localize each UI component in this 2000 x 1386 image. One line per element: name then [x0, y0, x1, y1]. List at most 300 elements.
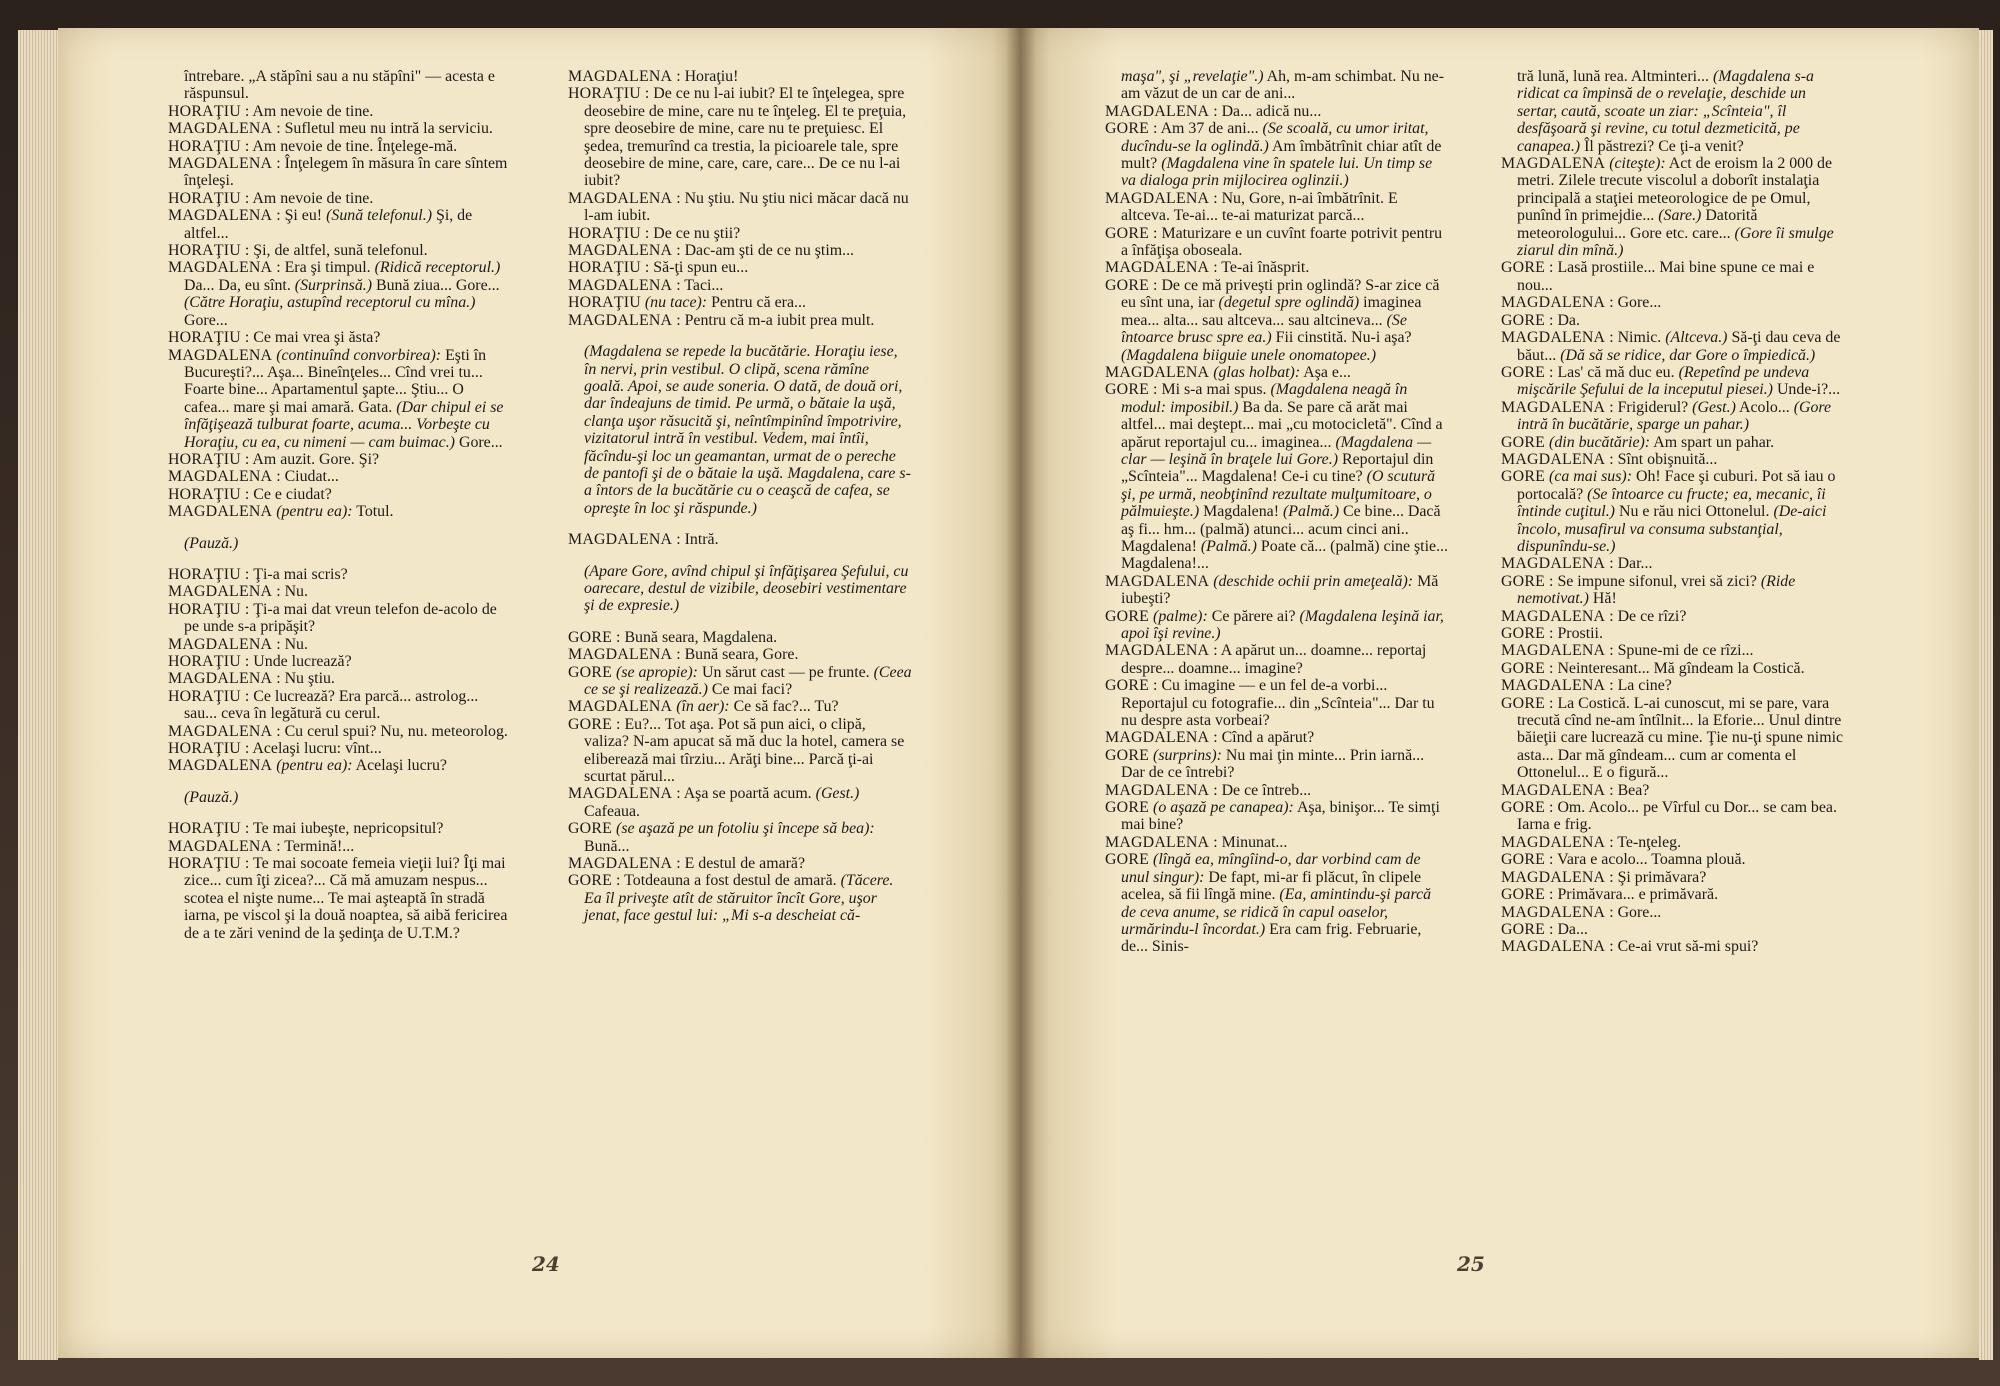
dialogue-line: HORAŢIU : Să-ţi spun eu...	[568, 259, 749, 277]
spoken-text: Nu, Gore, n-ai îmbătrînit. E altceva. Te-ai... te-ai maturizat parcă...	[1121, 189, 1398, 225]
dialogue-line: HORAŢIU : Ce mai vrea şi ăsta?	[168, 329, 381, 347]
direction-text: (Magdalena s-a ridicat ca împinsă de o revelaţie, deschide un sertar, caută, scoate un ziar: „Scînteia", îl desfăşoară şi revine, cu totul dezmeticită, pe canapea.)	[1517, 68, 1814, 155]
speaker-name: MAGDALENA	[1501, 677, 1606, 695]
speaker-name: MAGDALENA	[168, 468, 273, 486]
dialogue-line	[168, 503, 513, 520]
dialogue-line: HORAŢIU : Ţi-a mai scris?	[168, 565, 348, 583]
spoken-text: Nu mai ţin minte... Prin iarnă... Dar de ce întrebi?	[1121, 746, 1425, 782]
speaker-name: MAGDALENA	[1105, 642, 1210, 660]
speaker-name: GORE	[1501, 799, 1546, 817]
speaker-name: MAGDALENA	[168, 722, 273, 740]
speaker-name: GORE	[1501, 659, 1546, 677]
dialogue-line: MAGDALENA : La cine?	[1501, 677, 1672, 695]
spoken-text: Magdalena!	[1203, 503, 1279, 521]
dialogue-line	[168, 757, 513, 774]
dialogue-line: HORAŢIU : Te mai socoate femeia vieţii lui? Îţi mai zice... cum îţi zicea?... Că mă amuzam nespus... scotea el nişte nume... Te mai aşteaptă în stradă iarna, pe viscol şi la două noaptea, să aibă fericirea de a te zări venind de la şedinţa de U.T.M.?	[168, 855, 508, 942]
speaker-name: GORE	[1501, 572, 1546, 590]
speaker-name: MAGDALENA	[1105, 189, 1210, 207]
direction-text: (din bucătărie):	[1549, 433, 1651, 451]
spoken-text: Pentru că era...	[711, 294, 806, 312]
dialogue-line: MAGDALENA : Gore...	[1501, 903, 1662, 921]
dialogue-line	[1105, 573, 1450, 608]
direction-text: maşa", şi „revelaţie".)	[1121, 68, 1264, 85]
direction-text: (se aşază pe un fotoliu şi începe să bea):	[616, 820, 875, 838]
speaker-name: HORAŢIU	[168, 137, 241, 155]
spoken-text: Ce mai vrea şi ăsta?	[253, 329, 381, 347]
speaker-name: MAGDALENA	[1501, 868, 1606, 886]
speaker-name: MAGDALENA	[1501, 398, 1606, 416]
spoken-text: întrebare. „A stăpîni sau a nu stăpîni" — acesta e răspunsul.	[184, 68, 495, 103]
direction-text: (Altceva.)	[1665, 329, 1728, 347]
spoken-text: Aşa, binişor... Te simţi mai bine?	[1121, 799, 1440, 834]
dialogue-line: MAGDALENA : Nimic. (Altceva.) Să-ţi dau ceva de băut... (Dă să se ridice, dar Gore o împiedică.)	[1501, 329, 1841, 364]
spoken-text: Primăvara... e primăvară.	[1557, 886, 1719, 904]
speaker-name: MAGDALENA	[568, 311, 673, 329]
dialogue-line: HORAŢIU : Acelaşi lucru: vînt...	[168, 740, 382, 758]
dialogue-line: MAGDALENA : Spune-mi de ce rîzi...	[1501, 642, 1754, 660]
dialogue-line	[1105, 608, 1450, 643]
direction-text: (Palmă.)	[1282, 503, 1340, 521]
spoken-text: tră lună, lună rea. Altminteri...	[1517, 68, 1709, 85]
speaker-name: HORAŢIU	[168, 600, 241, 618]
spoken-text: Poate că... (palmă) cine ştie... Magdalena!...	[1121, 537, 1448, 573]
direction-text: (De-aici încolo, musafirul va consuma substanţial, dispunîndu-se.)	[1517, 503, 1827, 555]
spoken-text: Am nevoie de tine.	[252, 189, 374, 207]
spoken-text: Maturizare e un cuvînt foarte potrivit pentru a înfăţişa oboseala.	[1121, 224, 1443, 260]
spoken-text: Dar...	[1617, 555, 1653, 573]
spoken-text: Cu cerul spui? Nu, nu. meteorolog.	[284, 722, 508, 740]
dialogue-line: MAGDALENA : Taci...	[568, 276, 724, 294]
dialogue-line: HORAŢIU : Te mai iubeşte, nepricopsitul?	[168, 820, 444, 838]
speaker-name: GORE	[1105, 799, 1150, 817]
dialogue-line	[1105, 747, 1450, 782]
dialogue-line: HORAŢIU : Am nevoie de tine.	[168, 102, 374, 120]
spoken-text: Vara e acolo... Toamna plouă.	[1557, 851, 1746, 869]
dialogue-line: MAGDALENA : Da... adică nu...	[1105, 102, 1322, 120]
direction-text: (Gore intră în bucătărie, sparge un pahar.)	[1517, 398, 1832, 434]
speaker-name: GORE	[1105, 851, 1150, 869]
dialogue-line: GORE : Totdeauna a fost destul de amară. (Tăcere. Ea îl priveşte atît de stăruitor încît Gore, uşor jenat, face gestul lui: „Mi s-a descheiat că-	[568, 872, 894, 925]
spoken-text: Bună seara, Magdalena.	[624, 628, 778, 646]
spoken-text: Totul.	[356, 503, 394, 521]
dialogue-line: GORE : Bună seara, Magdalena.	[568, 628, 778, 646]
speaker-name: MAGDALENA	[568, 646, 673, 664]
page-edges-right	[1979, 30, 1993, 1360]
dialogue-line: GORE : Vara e acolo... Toamna plouă.	[1501, 851, 1746, 869]
direction-text: (Sună telefonul.)	[326, 207, 432, 225]
dialogue-line: HORAŢIU : Am nevoie de tine. Înţelege-mă.	[168, 137, 458, 155]
dialogue-line: MAGDALENA : Sufletul meu nu intră la serviciu.	[168, 120, 493, 138]
direction-text: (Ride nemotivat.)	[1517, 572, 1796, 608]
spoken-text: Sufletul meu nu intră la serviciu.	[284, 120, 493, 138]
direction-text: (lîngă ea, mîngîind-o, dar vorbind cam de unul singur):	[1121, 851, 1421, 886]
dialogue-line: MAGDALENA : Cu cerul spui? Nu, nu. meteorolog.	[168, 722, 508, 740]
spoken-text: Era şi timpul.	[284, 259, 371, 277]
direction-text: (degetul spre oglindă)	[1218, 294, 1360, 312]
speaker-name: MAGDALENA	[168, 346, 273, 364]
spoken-text: De fapt, mi-ar fi plăcut, în clipele acelea, să fii lîngă mine.	[1121, 868, 1422, 904]
direction-text: (Magdalena biiguie unele onomatopee.)	[1121, 346, 1377, 364]
spoken-text: Totdeauna a fost destul de amară.	[624, 872, 837, 890]
dialogue-line: GORE : Eu?... Tot aşa. Pot să pun aici, o clipă, valiza? N-am apucat să mă duc la hotel, camera se eliberează mai tîrziu... Arăţi bine... Parcă ţi-ai scurtat părul...	[568, 715, 905, 786]
direction-text: (Către Horaţiu, astupînd receptorul cu mîna.)	[184, 294, 476, 312]
dialogue-line	[1501, 434, 1846, 451]
spoken-text: Se impune sifonul, vrei să zici?	[1557, 572, 1757, 590]
spoken-text: A apărut un... doamne... reportaj despre... doamne... imagine?	[1121, 642, 1427, 677]
speaker-name: MAGDALENA	[168, 635, 273, 653]
spoken-text: Te mai iubeşte, nepricopsitul?	[253, 820, 444, 838]
dialogue-line: GORE : Mi s-a mai spus. (Magdalena neagă în modul: imposibil.) Ba da. Se pare că arăt mai altfel... mai deştept... mai „cu motocicletă". Cînd a apărut reportajul cu... imaginea... (Magdalena — clar — leşină în braţele lui Gore.) Reportajul din „Scînteia"... Magdalena! Ce-i cu tine? (O scutură şi, pe urmă, neobţinînd rezultate mulţumitoare, o pălmuieşte.) Magdalena! (Palmă.) Ce bine... Dacă aş fi... hm... (palmă) atunci... acum cinci ani.. Magdalena! (Palmă.) Poate că... (palmă) cine ştie... Magdalena!...	[1105, 381, 1448, 573]
speaker-name: GORE	[1501, 886, 1546, 904]
dialogue-line: HORAŢIU : Am nevoie de tine.	[168, 189, 374, 207]
direction-text: (Magdalena vine în spatele lui. Un timp se va dialoga prin mijlocirea oglinzii.)	[1121, 155, 1433, 190]
dialogue-line: MAGDALENA : Nu ştiu.	[168, 670, 335, 688]
speaker-name: GORE	[568, 663, 613, 681]
direction-text: (Pauză.)	[184, 534, 239, 552]
page-number: 25	[1457, 1252, 1485, 1276]
spoken-text: Şi, de altfel, sună telefonul.	[253, 242, 428, 260]
speaker-name: GORE	[1105, 381, 1150, 399]
speaker-name: GORE	[1501, 920, 1546, 938]
speaker-name: HORAŢIU	[168, 687, 241, 705]
speaker-name: MAGDALENA	[1501, 450, 1606, 468]
dialogue-line: GORE : Primăvara... e primăvară.	[1501, 886, 1719, 904]
spoken-text: Nu e rău nici Ottonelul.	[1618, 503, 1770, 521]
direction-text: (o aşază pe canapea):	[1153, 799, 1294, 817]
speaker-name: MAGDALENA	[1501, 642, 1606, 660]
spoken-text: Nimic.	[1617, 329, 1662, 347]
spoken-text: Am 37 de ani...	[1160, 120, 1259, 138]
dialogue-line: GORE : Prostii.	[1501, 625, 1603, 642]
direction-text: (Se întoarce brusc spre ea.)	[1121, 311, 1407, 347]
spoken-text: Bună ziua... Gore...	[376, 276, 500, 294]
spoken-text: Era cam frig. Februarie, de... Sinis-	[1121, 920, 1422, 956]
spoken-text: Mă iubeşti?	[1121, 572, 1439, 608]
spoken-text: Ce bine... Dacă aş fi... hm... (palmă) atunci... acum cinci ani.. Magdalena!	[1121, 503, 1441, 555]
speaker-name: GORE	[1501, 851, 1546, 869]
pause-direction	[168, 535, 513, 552]
direction-text: (Pauză.)	[184, 788, 239, 806]
direction-text: (Repetînd pe undeva mişcările Şefului de la inceputul piesei.)	[1517, 363, 1810, 399]
spoken-text: Termină!...	[284, 837, 355, 855]
speaker-name: HORAŢIU	[168, 242, 241, 260]
spoken-text: Te-nţeleg.	[1617, 833, 1682, 851]
spoken-text: Cu imagine — e un fel de-a vorbi... Reportajul cu fotografie... din „Scînteia"... Dar tu nu despre asta vorbeai?	[1121, 677, 1435, 730]
spoken-text: Fii cinstită. Nu-i aşa?	[1275, 329, 1412, 347]
spoken-text: Horaţiu!	[684, 68, 739, 85]
dialogue-line: HORAŢIU : Ce e ciudat?	[168, 485, 332, 503]
direction-text: (nu tace):	[644, 294, 708, 312]
direction-text: (O scutură şi, pe urmă, neobţinînd rezultate mulţumitoare, o pălmuieşte.)	[1121, 468, 1436, 521]
speaker-name: HORAŢIU	[168, 450, 241, 468]
dialogue-line	[568, 664, 913, 699]
speaker-name: MAGDALENA	[1105, 833, 1210, 851]
speaker-name: GORE	[1105, 746, 1150, 764]
speaker-name: MAGDALENA	[1501, 903, 1606, 921]
spoken-text: Pentru că m-a iubit prea mult.	[684, 311, 875, 329]
dialogue-line	[1105, 851, 1450, 955]
speaker-name: MAGDALENA	[1501, 607, 1606, 625]
direction-text: (Gest.)	[815, 785, 860, 803]
dialogue-line: MAGDALENA : Termină!...	[168, 837, 355, 855]
speaker-name: MAGDALENA	[1105, 259, 1210, 277]
spoken-text: Datorită meteorologului... Gore etc. care...	[1517, 207, 1758, 242]
dialogue-line: MAGDALENA : Bună seara, Gore.	[568, 646, 799, 664]
spoken-text: Cînd a apărut?	[1221, 729, 1315, 747]
speaker-name: MAGDALENA	[568, 68, 673, 85]
direction-text: (deschide ochii prin ameţeală):	[1213, 572, 1414, 590]
dialogue-line: HORAŢIU : Unde lucrează?	[168, 653, 352, 670]
spoken-text: Minunat...	[1221, 833, 1288, 851]
dialogue-line: MAGDALENA : Şi eu! (Sună telefonul.) Şi, de altfel...	[168, 207, 473, 242]
dialogue-line	[168, 347, 513, 451]
pause-direction	[168, 789, 513, 806]
speaker-name: MAGDALENA	[168, 670, 273, 688]
direction-text: (Gest.)	[1692, 398, 1736, 416]
dialogue-line: GORE : Am 37 de ani... (Se scoală, cu umor iritat, ducîndu-se la oglindă.) Am îmbătrînit chiar atît de mult? (Magdalena vine în spatele lui. Un timp se va dialoga prin mijlocirea oglinzii.)	[1105, 120, 1442, 190]
dialogue-line: GORE : Cu imagine — e un fel de-a vorbi... Reportajul cu fotografie... din „Scînteia"... Dar tu nu despre asta vorbeai?	[1105, 677, 1435, 730]
spoken-text: Eu?... Tot aşa. Pot să pun aici, o clipă, valiza? N-am apucat să mă duc la hotel, camera se eliberează mai tîrziu... Arăţi bine... Parcă ţi-ai scurtat părul...	[584, 715, 905, 786]
dialogue-line: HORAŢIU : De ce nu ştii?	[568, 224, 741, 242]
direction-text: (ca mai sus):	[1549, 468, 1633, 486]
page-24-column-2	[568, 68, 913, 925]
speaker-name: HORAŢIU	[168, 653, 241, 670]
spoken-text: Acelaşi lucru?	[355, 757, 447, 775]
spoken-text: Am nevoie de tine. Înţelege-mă.	[252, 137, 458, 155]
speaker-name: GORE	[568, 715, 613, 733]
spoken-text: De ce nu l-ai iubit? El te înţelegea, spre deosebire de mine, care nu te înţeleg. El te preţuia, spre deosebire de mine, care nu te preţuiesc. El şedea, tremurînd ca trestia, la picioarele tale, spre deosebire de mine, care, care, care... De ce nu l-ai iubit?	[584, 85, 907, 190]
speaker-name: HORAŢIU	[168, 485, 241, 503]
spoken-text: Eşti în Bucureşti?... Aşa... Bineînţeles... Cînd vrei tu... Foarte bine... Apartamentul şapte... Ştiu... O cafea... mare şi mai amară. Gata.	[184, 346, 487, 416]
spoken-text: Aşa se poartă acum.	[683, 785, 812, 803]
spoken-text: Un sărut cast — pe frunte.	[701, 663, 870, 681]
direction-text: (Magdalena leşină iar, apoi îşi revine.)	[1121, 607, 1444, 642]
spoken-text: Ah, m-am schimbat. Nu ne-am văzut de un car de ani...	[1121, 68, 1445, 103]
speaker-name: MAGDALENA	[1501, 555, 1606, 573]
spoken-text: Ce-ai vrut să-mi spui?	[1617, 938, 1759, 956]
speaker-name: MAGDALENA	[168, 583, 273, 601]
spoken-text: Ciudat...	[284, 468, 339, 486]
speaker-name: HORAŢIU	[568, 224, 641, 242]
speaker-name: GORE	[1105, 276, 1150, 294]
speaker-name: MAGDALENA	[1105, 781, 1210, 799]
dialogue-line: MAGDALENA : Ce-ai vrut să-mi spui?	[1501, 938, 1759, 956]
direction-text: (se apropie):	[616, 663, 698, 681]
dialogue-line: HORAŢIU : Şi, de altfel, sună telefonul.	[168, 242, 428, 260]
speaker-name: MAGDALENA	[1501, 155, 1606, 173]
spoken-text: Şi, de altfel...	[184, 207, 473, 242]
spoken-text: Îl păstrezi? Ce ţi-a venit?	[1584, 137, 1744, 155]
dialogue-line: MAGDALENA : Sînt obişnuită...	[1501, 450, 1718, 468]
speaker-name: GORE	[1501, 694, 1546, 712]
spoken-text: Nu ştiu. Nu ştiu nici măcar dacă nu l-am iubit.	[584, 189, 909, 225]
spoken-text: Sînt obişnuită...	[1617, 450, 1718, 468]
speaker-name: MAGDALENA	[1105, 572, 1210, 590]
direction-text: (în aer):	[676, 698, 730, 716]
direction-text: (Apare Gore, avînd chipul şi înfăţişarea Şefului, cu oarecare, destul de vizibile, deosebiri vestimentare şi de expresie.)	[584, 562, 909, 615]
speaker-name: MAGDALENA	[1105, 363, 1210, 381]
spoken-text: Act de eroism la 2 000 de metri. Zilele trecute viscolul a doborît instalaţia principală a staţiei meteorologice de pe Omul, punînd în primejdie...	[1517, 155, 1833, 225]
speaker-name: HORAŢIU	[568, 259, 641, 277]
speaker-name: GORE	[568, 872, 613, 890]
dialogue-line: MAGDALENA : Era şi timpul. (Ridică receptorul.) Da... Da, eu sînt. (Surprinsă.) Bună ziua... Gore... (Către Horaţiu, astupînd receptorul cu mîna.) Gore...	[168, 259, 501, 329]
direction-text: (Ridică receptorul.)	[374, 259, 501, 277]
dialogue-line: GORE : Maturizare e un cuvînt foarte potrivit pentru a înfăţişa oboseala.	[1105, 224, 1443, 260]
dialogue-line	[1501, 468, 1846, 555]
dialogue-line: MAGDALENA : De ce rîzi?	[1501, 607, 1687, 625]
direction-text: (pentru ea):	[276, 757, 353, 775]
direction-text: (Magdalena neagă în modul: imposibil.)	[1121, 381, 1408, 416]
book-gutter	[1006, 28, 1036, 1358]
spoken-text: Să-ţi dau ceva de băut...	[1517, 329, 1841, 364]
speaker-name: MAGDALENA	[568, 531, 673, 549]
spoken-text: La cine?	[1617, 677, 1672, 695]
speaker-name: GORE	[1105, 677, 1150, 695]
dialogue-line: GORE : Lasă prostiile... Mai bine spune ce mai e nou...	[1501, 259, 1815, 294]
speaker-name: GORE	[1501, 433, 1546, 451]
direction-text: (surprins):	[1153, 746, 1222, 764]
direction-text: (glas holbat):	[1213, 363, 1301, 381]
spoken-text: Gore...	[458, 433, 503, 451]
spoken-text: Frigiderul?	[1617, 398, 1689, 416]
dialogue-line: GORE : Neinteresant... Mă gîndeam la Costică.	[1501, 659, 1805, 677]
spoken-text: Lasă prostiile... Mai bine spune ce mai e nou...	[1517, 259, 1815, 294]
speaker-name: GORE	[1105, 120, 1150, 138]
speaker-name: MAGDALENA	[568, 698, 673, 716]
dialogue-line: MAGDALENA : Nu.	[168, 635, 308, 653]
dialogue-line: GORE : Da...	[1501, 920, 1588, 938]
spoken-text: Ba da. Se pare că arăt mai altfel... mai deştept... mai „cu motocicletă". Cînd a apărut reportajul cu... imaginea...	[1121, 398, 1443, 451]
spoken-text: Neinteresant... Mă gîndeam la Costică.	[1557, 659, 1805, 677]
continued-line	[168, 68, 513, 103]
spoken-text: Ţi-a mai scris?	[253, 565, 348, 583]
direction-text: (Se scoală, cu umor iritat, ducîndu-se la oglindă.)	[1121, 120, 1429, 155]
dialogue-line: MAGDALENA : Intră.	[568, 531, 719, 549]
speaker-name: HORAŢIU	[168, 565, 241, 583]
dialogue-line: GORE : Se impune sifonul, vrei să zici? (Ride nemotivat.) Hă!	[1501, 572, 1796, 608]
spoken-text: Unde lucrează?	[253, 653, 352, 670]
speaker-name: HORAŢIU	[168, 189, 241, 207]
spoken-text: Ce lucrează? Era parcă... astrolog... sau... ceva în legătură cu cerul.	[184, 687, 479, 723]
continued-line	[1105, 68, 1450, 103]
dialogue-line: MAGDALENA : Te-nţeleg.	[1501, 833, 1682, 851]
dialogue-line: MAGDALENA : De ce întreb...	[1105, 781, 1312, 799]
dialogue-line: MAGDALENA : Ciudat...	[168, 468, 339, 486]
page-25-column-1	[1105, 68, 1450, 956]
spoken-text: Nu ştiu.	[284, 670, 335, 688]
stage-direction	[568, 343, 913, 517]
spoken-text: Am nevoie de tine.	[252, 102, 374, 120]
speaker-name: GORE	[568, 820, 613, 838]
dialogue-line: GORE : Las' că mă duc eu. (Repetînd pe undeva mişcările Şefului de la inceputul piesei.) Unde-i?...	[1501, 363, 1841, 399]
direction-text: (pentru ea):	[276, 503, 353, 521]
speaker-name: MAGDALENA	[1501, 294, 1606, 312]
direction-text: (Palmă.)	[1200, 537, 1257, 555]
spoken-text: Nu.	[284, 635, 308, 653]
speaker-name: HORAŢIU	[168, 740, 241, 758]
spoken-text: Am auzit. Gore. Şi?	[252, 450, 380, 468]
spoken-text: Bea?	[1617, 781, 1650, 799]
dialogue-line: HORAŢIU : Ţi-a mai dat vreun telefon de-acolo de pe unde s-a pripăşit?	[168, 600, 497, 636]
spoken-text: Las' că mă duc eu.	[1557, 363, 1675, 381]
speaker-name: MAGDALENA	[168, 207, 273, 225]
spoken-text: Acelaşi lucru: vînt...	[252, 740, 382, 758]
spoken-text: Ce e ciudat?	[253, 485, 332, 503]
speaker-name: GORE	[1501, 625, 1546, 642]
speaker-name: GORE	[1501, 468, 1546, 486]
speaker-name: HORAŢIU	[568, 85, 641, 103]
direction-text: (Gore îi smulge ziarul din mînă.)	[1517, 224, 1834, 260]
dialogue-line: MAGDALENA : E destul de amară?	[568, 855, 806, 873]
spoken-text: Şi eu!	[284, 207, 323, 225]
dialogue-line: MAGDALENA : Aşa se poartă acum. (Gest.) Cafeaua.	[568, 785, 860, 820]
spoken-text: Dac-am şti de ce nu ştim...	[684, 242, 855, 260]
dialogue-line	[568, 820, 913, 855]
spoken-text: Gore...	[1617, 903, 1662, 921]
spoken-text: Om. Acolo... pe Vîrful cu Dor... se cam bea. Iarna e frig.	[1517, 799, 1837, 834]
stage-direction	[568, 563, 913, 615]
dialogue-line: MAGDALENA : Pentru că m-a iubit prea mult.	[568, 311, 875, 329]
speaker-name: MAGDALENA	[168, 259, 273, 277]
dialogue-line	[568, 698, 913, 715]
dialogue-line: MAGDALENA : Te-ai înăsprit.	[1105, 259, 1310, 277]
spoken-text: Prostii.	[1557, 625, 1603, 642]
page-25-column-2	[1501, 68, 1846, 956]
spoken-text: Ce să fac?... Tu?	[733, 698, 839, 716]
spoken-text: Unde-i?...	[1776, 381, 1841, 399]
speaker-name: HORAŢIU	[168, 329, 241, 347]
dialogue-line: MAGDALENA : Dar...	[1501, 555, 1653, 573]
page-edges-left	[18, 30, 58, 1360]
spoken-text: Şi primăvara?	[1617, 868, 1707, 886]
spoken-text: Da... adică nu...	[1221, 102, 1322, 120]
direction-text: (Se întoarce cu fructe; ea, mecanic, îi întinde cuţitul.)	[1517, 485, 1826, 521]
dialogue-line: GORE : Om. Acolo... pe Vîrful cu Dor... se cam bea. Iarna e frig.	[1501, 799, 1837, 834]
spoken-text: Să-ţi spun eu...	[653, 259, 749, 277]
dialogue-line: GORE : Da.	[1501, 311, 1580, 329]
dialogue-line: GORE : La Costică. L-ai cunoscut, mi se pare, vara trecută cînd ne-am întîlnit... la Eforie... Unul dintre băieţii care lucrează cu mine. Ţie nu-ţi spune nimic asta... Dar mă gîndeam... cum ar comenta el Ottonelul... E o figură...	[1501, 694, 1844, 782]
spoken-text: La Costică. L-ai cunoscut, mi se pare, vara trecută cînd ne-am întîlnit... la Eforie... Unul dintre băieţii care lucrează cu mine. Ţie nu-ţi spune nimic asta... Dar mă gîndeam... cum ar comenta el Ottonelul... E o figură...	[1517, 694, 1844, 782]
spoken-text: Am îmbătrînit chiar atît de mult?	[1121, 137, 1442, 173]
dialogue-line	[568, 294, 913, 311]
dialogue-line: MAGDALENA : Înţelegem în măsura în care sîntem înţeleşi.	[168, 155, 508, 190]
spoken-text: E destul de amară?	[684, 855, 806, 873]
direction-text: (Sare.)	[1658, 207, 1702, 225]
speaker-name: MAGDALENA	[168, 837, 273, 855]
speaker-name: MAGDALENA	[568, 276, 673, 294]
speaker-name: MAGDALENA	[568, 189, 673, 207]
page-24-column-1	[168, 68, 513, 942]
page-24	[58, 28, 1021, 1358]
speaker-name: HORAŢIU	[168, 820, 241, 838]
dialogue-line: MAGDALENA : Frigiderul? (Gest.) Acolo... (Gore intră în bucătărie, sparge un pahar.)	[1501, 398, 1832, 434]
dialogue-line: MAGDALENA : Nu.	[168, 583, 308, 601]
spoken-text: Am spart un pahar.	[1653, 433, 1775, 451]
speaker-name: MAGDALENA	[168, 503, 273, 521]
spoken-text: Înţelegem în măsura în care sîntem înţeleşi.	[184, 155, 508, 190]
speaker-name: MAGDALENA	[1501, 833, 1606, 851]
direction-text: (Surprinsă.)	[294, 276, 373, 294]
dialogue-line: MAGDALENA : Şi primăvara?	[1501, 868, 1707, 886]
spoken-text: Hă!	[1592, 590, 1617, 608]
dialogue-line: HORAŢIU : De ce nu l-ai iubit? El te înţelegea, spre deosebire de mine, care nu te înţeleg. El te preţuia, spre deosebire de mine, care nu te preţuiesc. El şedea, tremurînd ca trestia, la picioarele tale, spre deosebire de mine, care, care, care... De ce nu l-ai iubit?	[568, 85, 907, 190]
page-25	[1021, 28, 1979, 1358]
spoken-text: Mi s-a mai spus.	[1161, 381, 1267, 399]
dialogue-line	[1105, 799, 1450, 834]
speaker-name: GORE	[1105, 607, 1150, 625]
speaker-name: MAGDALENA	[168, 757, 273, 775]
direction-text: (Magdalena se repede la bucătărie. Horaţiu iese, în nervi, prin vestibul. O clipă, scena rămîne goală. Apoi, se aude soneria. O dată, de două ori, dar îndeajuns de timid. Pe urmă, o bătaie la uşă, clanţa uşor răsucită şi, neîntîmpinînd împotrivire, vizitatorul intră în vestibul. Vedem, mai întîi, făcîndu-şi loc un geamantan, urmat de o pereche de pantofi şi de o bătaie la uşă. Magdalena, care s-a întors de la bucătărie cu o ceaşcă de cafea, se opreşte în loc şi răspunde.)	[584, 343, 911, 517]
